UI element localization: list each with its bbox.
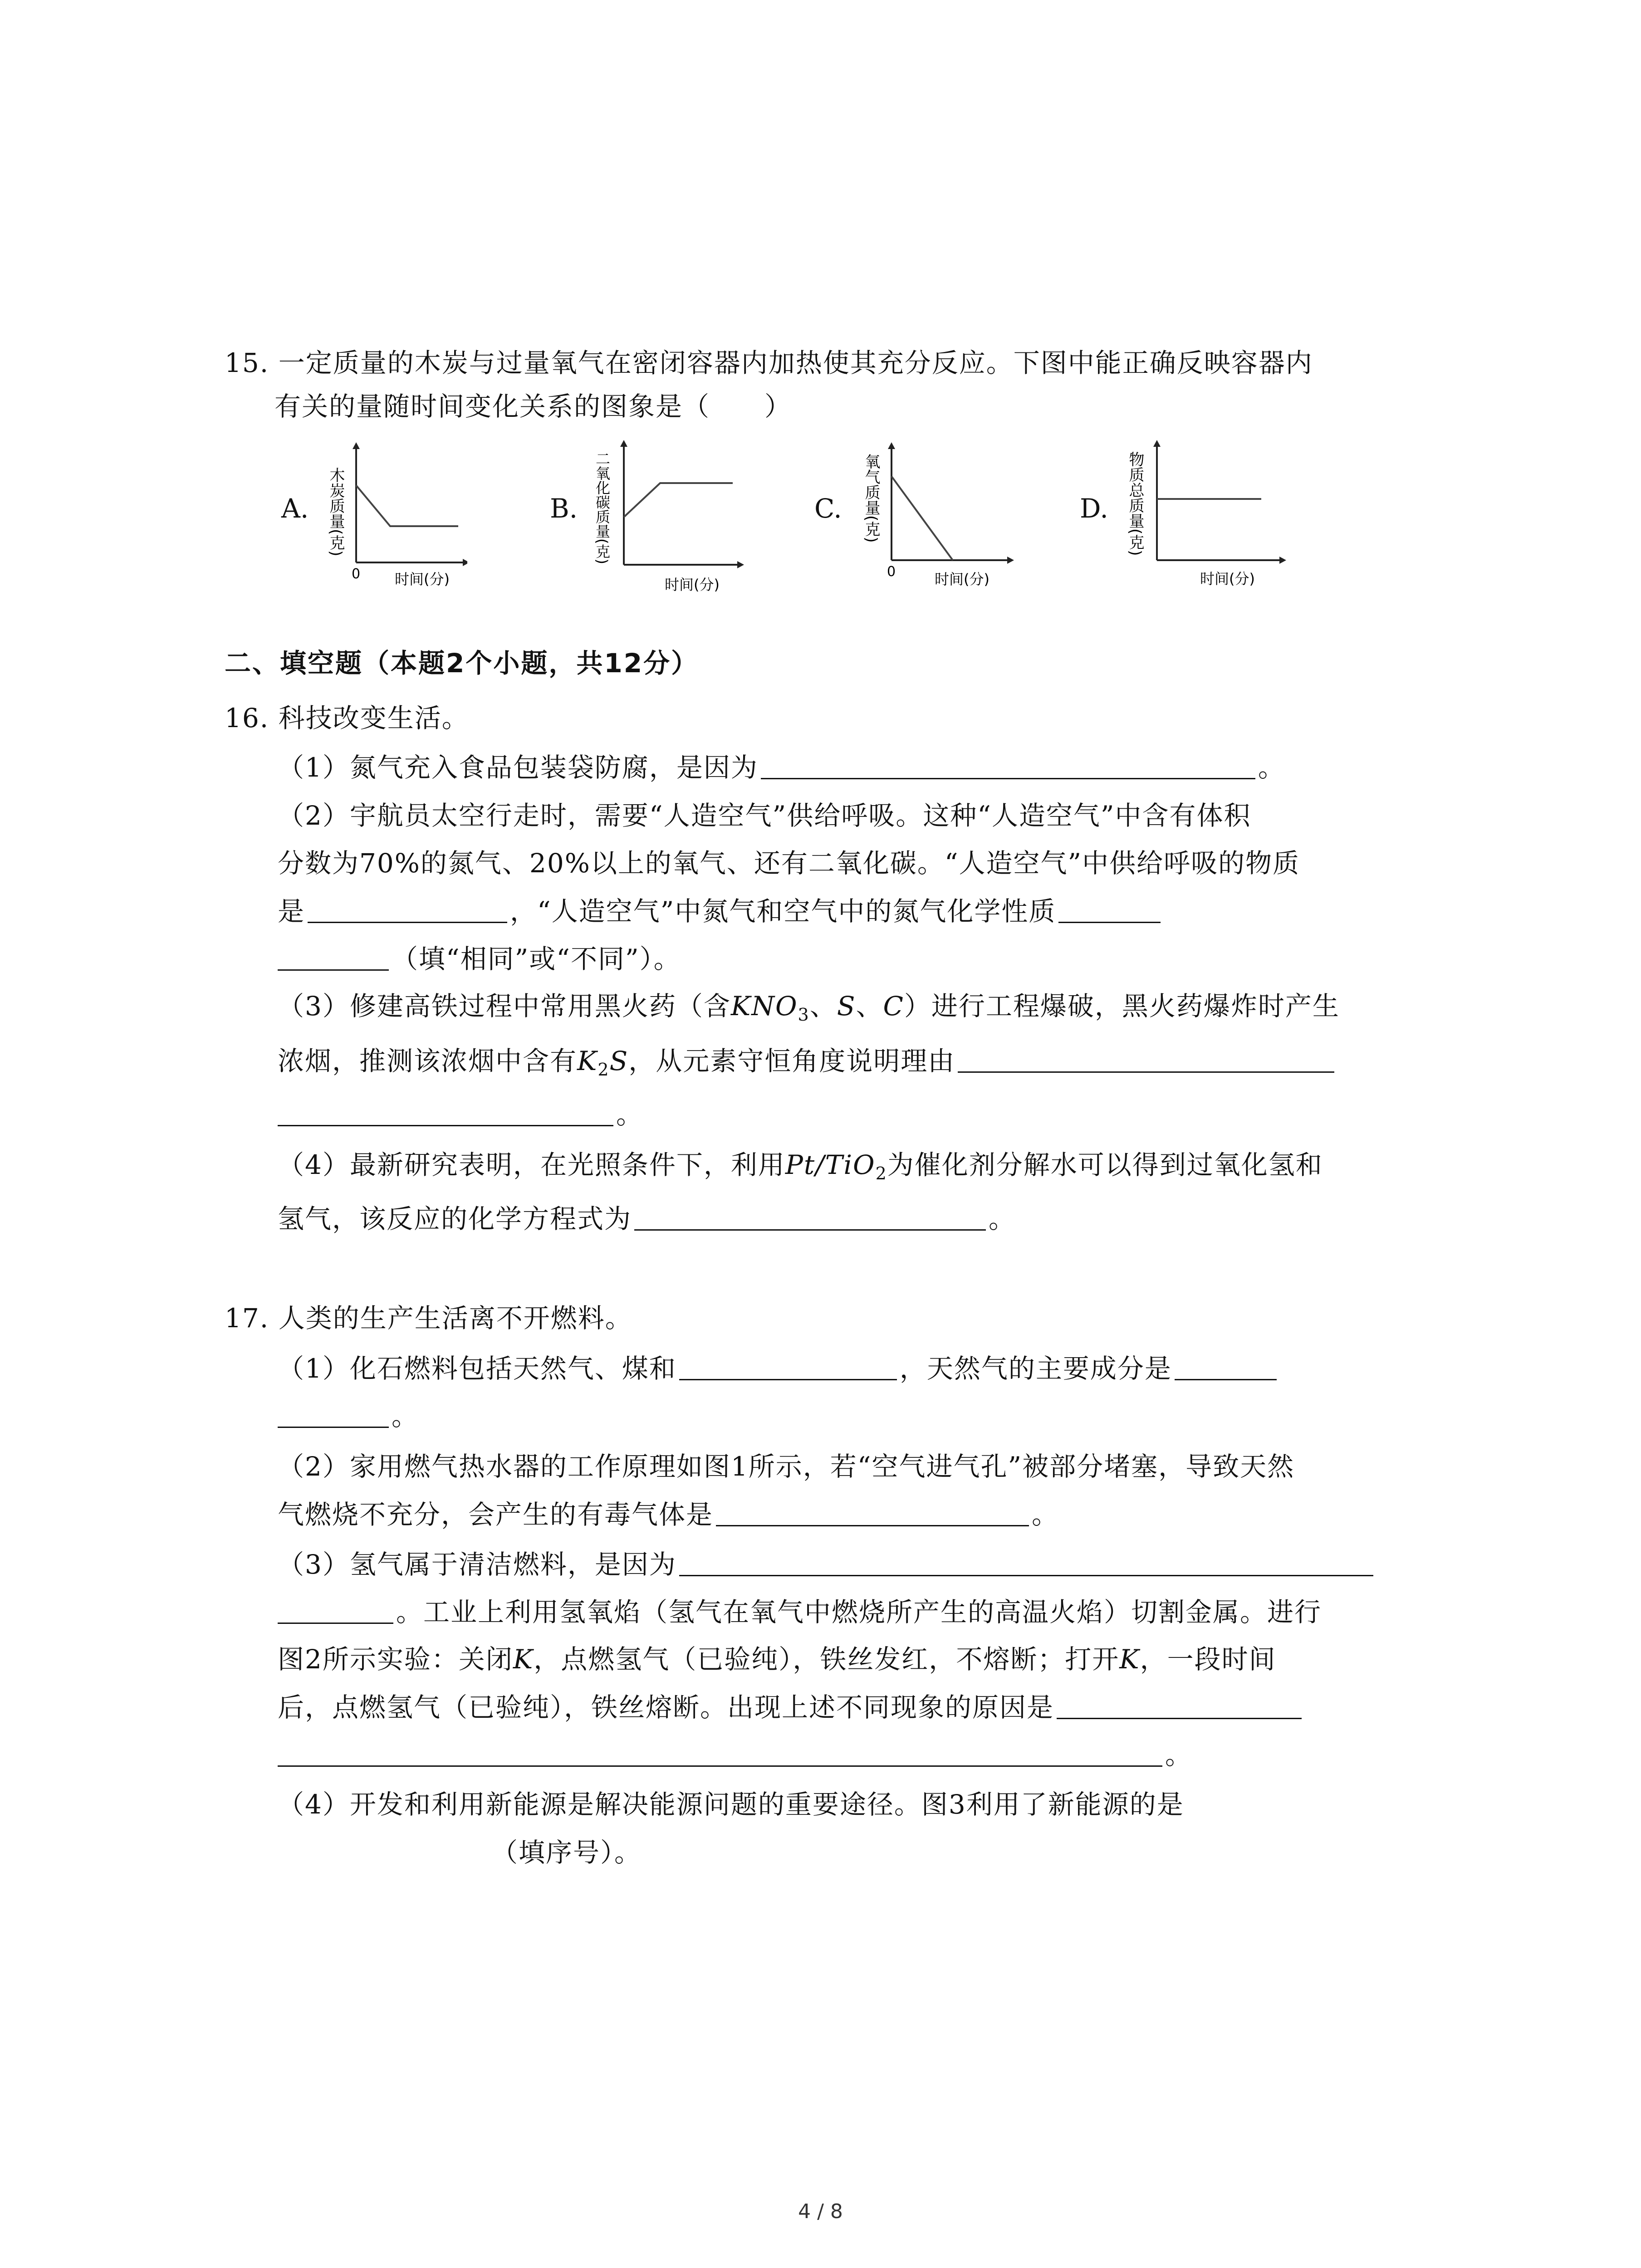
option-a-label: A. <box>281 493 309 524</box>
q16-part1-text: （1）氮气充入食品包装袋防腐，是因为 <box>278 752 758 783</box>
q16-formula-k2s-sub: 2 <box>598 1060 610 1080</box>
q17-part4-answer-blank[interactable] <box>278 1835 489 1864</box>
q17-title: 人类的生产生活离不开燃料。 <box>278 1303 632 1334</box>
q17-part2-line2 <box>278 1497 1059 1532</box>
q16-formula-kno3-sub: 3 <box>798 1005 810 1025</box>
graph-d-ylabel: 物质总质量(克) <box>1126 451 1144 556</box>
graph-a <box>327 440 467 590</box>
section-2-title: 二、填空题（本题2个小题，共12分） <box>225 648 699 679</box>
q16-formula-k2s-s: S <box>609 1046 629 1076</box>
q17-part2-end: 。 <box>1032 1499 1059 1530</box>
q17-part3-line3 <box>278 1642 1276 1677</box>
q16-formula-s: S <box>837 991 856 1022</box>
q17-number: 17. <box>225 1303 269 1334</box>
q17-part3-line2 <box>278 1594 1322 1629</box>
q16-formula-kno3: KNO <box>730 991 798 1022</box>
graph-c-ylabel: 氧气质量(克) <box>862 454 880 543</box>
q17-part1-answer-blank-2-cont[interactable] <box>278 1398 389 1428</box>
q16-part3-sep-1: 、 <box>809 991 837 1022</box>
q16-part3-line3 <box>278 1097 643 1132</box>
q17-part3-line4 <box>278 1690 1304 1725</box>
q17-part3-answer-blank-2-cont[interactable] <box>278 1737 1162 1767</box>
q17-part4-line2 <box>278 1835 642 1870</box>
q16-part3-answer-blank[interactable] <box>958 1043 1334 1073</box>
q16-part1 <box>278 750 1285 785</box>
graph-b <box>592 438 746 594</box>
q17-part1-line1 <box>278 1351 1279 1386</box>
q17-part3-text-d: ，点燃氢气（已验纯），铁丝发红，不熔断；打开 <box>534 1644 1120 1675</box>
q16-part3-line2 <box>278 1043 1337 1087</box>
q16-part3-sep-2: 、 <box>856 991 883 1022</box>
q17-part1-line2 <box>278 1398 419 1433</box>
q17-part3-text-f: 后，点燃氢气（已验纯），铁丝熔断。出现上述不同现象的原因是 <box>278 1692 1054 1723</box>
q17-part3-line1 <box>278 1547 1376 1582</box>
q16-part3-text-c: 浓烟，推测该浓烟中含有 <box>278 1046 578 1076</box>
q16-part4-line1 <box>278 1148 1323 1191</box>
q15-line2: 有关的量随时间变化关系的图象是（ ） <box>274 391 792 422</box>
graph-a-ylabel: 木炭质量(克) <box>327 467 345 557</box>
q17-part4-text: （填序号）。 <box>491 1837 642 1868</box>
q16-part4-text-b: 为催化剂分解水可以得到过氧化氢和 <box>887 1149 1323 1180</box>
q16-part3-answer-blank-cont[interactable] <box>278 1097 613 1126</box>
q16-formula-catalyst: Pt/TiO <box>785 1149 876 1180</box>
q16-part2-line1: （2）宇航员太空行走时，需要“人造空气”供给呼吸。这种“人造空气”中含有体积 <box>278 800 1251 831</box>
q16-part4-text-c: 氢气，该反应的化学方程式为 <box>278 1203 632 1234</box>
q17-valve-k-2: K <box>1119 1644 1140 1675</box>
q16-part2-answer-blank-2-cont[interactable] <box>278 941 389 971</box>
option-c-label: C. <box>814 493 842 524</box>
q17-part3-text-a: （3）氢气属于清洁燃料，是因为 <box>278 1549 676 1580</box>
q17-part2-line1: （2）家用燃气热水器的工作原理如图1所示，若“空气进气孔”被部分堵塞，导致天然 <box>278 1451 1295 1482</box>
q17-part3-answer-blank-1[interactable] <box>679 1547 1373 1576</box>
q16-number: 16. <box>225 703 269 733</box>
q16-part2-answer-blank-1[interactable] <box>308 894 507 923</box>
q17-part1-text-b: ，天然气的主要成分是 <box>899 1353 1172 1384</box>
q16-part2-text-b: ，“人造空气”中氮气和空气中的氮气化学性质 <box>510 896 1056 927</box>
q17-part1-text-a: （1）化石燃料包括天然气、煤和 <box>278 1353 676 1384</box>
q17-part1-answer-blank-1[interactable] <box>679 1351 897 1380</box>
q16-part1-answer-blank[interactable] <box>761 750 1255 779</box>
graph-c <box>862 440 1016 590</box>
graph-b-xlabel: 时间(分) <box>665 576 720 593</box>
graph-d-xlabel: 时间(分) <box>1200 570 1255 587</box>
q17-part1-end: 。 <box>392 1401 419 1432</box>
q16-formula-catalyst-sub: 2 <box>875 1163 887 1183</box>
q16-formula-k2s-k: K <box>577 1046 598 1076</box>
q17-valve-k-1: K <box>513 1644 534 1675</box>
graph-c-origin: 0 <box>887 564 896 580</box>
graph-b-ylabel: 二氧化碳质量(克) <box>593 451 611 564</box>
q16-part2-line4 <box>278 941 681 976</box>
q16-part2-line2: 分数为70%的氮气、20%以上的氧气、还有二氧化碳。“人造空气”中供给呼吸的物质 <box>278 848 1300 879</box>
q16-part2-text-a: 是 <box>278 896 305 927</box>
q17-part3-answer-blank-1-cont[interactable] <box>278 1594 393 1624</box>
q16-part3-line1 <box>278 989 1340 1032</box>
q15-text-1: 一定质量的木炭与过量氧气在密闭容器内加热使其充分反应。下图中能正确反映容器内 <box>278 347 1313 378</box>
q16-part1-end: 。 <box>1258 752 1285 783</box>
q16-part3-text-d: ，从元素守恒角度说明理由 <box>628 1046 955 1076</box>
q17-part3-line5 <box>278 1737 1192 1772</box>
q16-part2-text-c: （填“相同”或“不同”）。 <box>392 943 681 974</box>
q17-part3-text-c: 图2所示实验：关闭 <box>278 1644 513 1675</box>
option-b-label: B. <box>550 493 578 524</box>
q16-title-line <box>225 701 469 735</box>
q16-title: 科技改变生活。 <box>278 703 469 733</box>
graph-d <box>1125 438 1288 592</box>
q17-part3-answer-blank-2[interactable] <box>1057 1690 1302 1719</box>
q16-part4-end: 。 <box>989 1203 1016 1234</box>
q17-part3-text-b: 。工业上利用氢氧焰（氢气在氧气中燃烧所产生的高温火焰）切割金属。进行 <box>396 1597 1322 1628</box>
option-d-label: D. <box>1080 493 1108 524</box>
q17-part3-text-e: ，一段时间 <box>1140 1644 1276 1675</box>
q17-part2-text: 气燃烧不充分，会产生的有毒气体是 <box>278 1499 714 1530</box>
graph-c-xlabel: 时间(分) <box>935 571 989 588</box>
q17-part3-end: 。 <box>1165 1740 1193 1770</box>
q15-line1 <box>225 346 1313 380</box>
q16-part2-answer-blank-2[interactable] <box>1058 894 1161 923</box>
q16-part3-end: 。 <box>616 1099 644 1130</box>
page-number: 4 / 8 <box>798 2200 843 2223</box>
q16-part4-answer-blank[interactable] <box>634 1201 986 1231</box>
graph-a-origin: 0 <box>352 566 361 582</box>
q16-part4-line2 <box>278 1201 1016 1236</box>
q16-part4-text-a: （4）最新研究表明，在光照条件下，利用 <box>278 1149 785 1180</box>
q17-part2-answer-blank[interactable] <box>716 1497 1029 1526</box>
q16-formula-c: C <box>883 991 904 1022</box>
q17-part1-answer-blank-2[interactable] <box>1175 1351 1277 1380</box>
q15-number: 15. <box>225 347 269 378</box>
q17-part4-line1: （4）开发和利用新能源是解决能源问题的重要途径。图3利用了新能源的是 <box>278 1789 1184 1820</box>
q16-part3-text-a: （3）修建高铁过程中常用黑火药（含 <box>278 991 731 1022</box>
q16-part3-text-b: ）进行工程爆破，黑火药爆炸时产生 <box>904 991 1340 1022</box>
graph-a-xlabel: 时间(分) <box>395 571 450 588</box>
q16-part2-line3 <box>278 894 1163 929</box>
q17-title-line <box>225 1301 632 1335</box>
